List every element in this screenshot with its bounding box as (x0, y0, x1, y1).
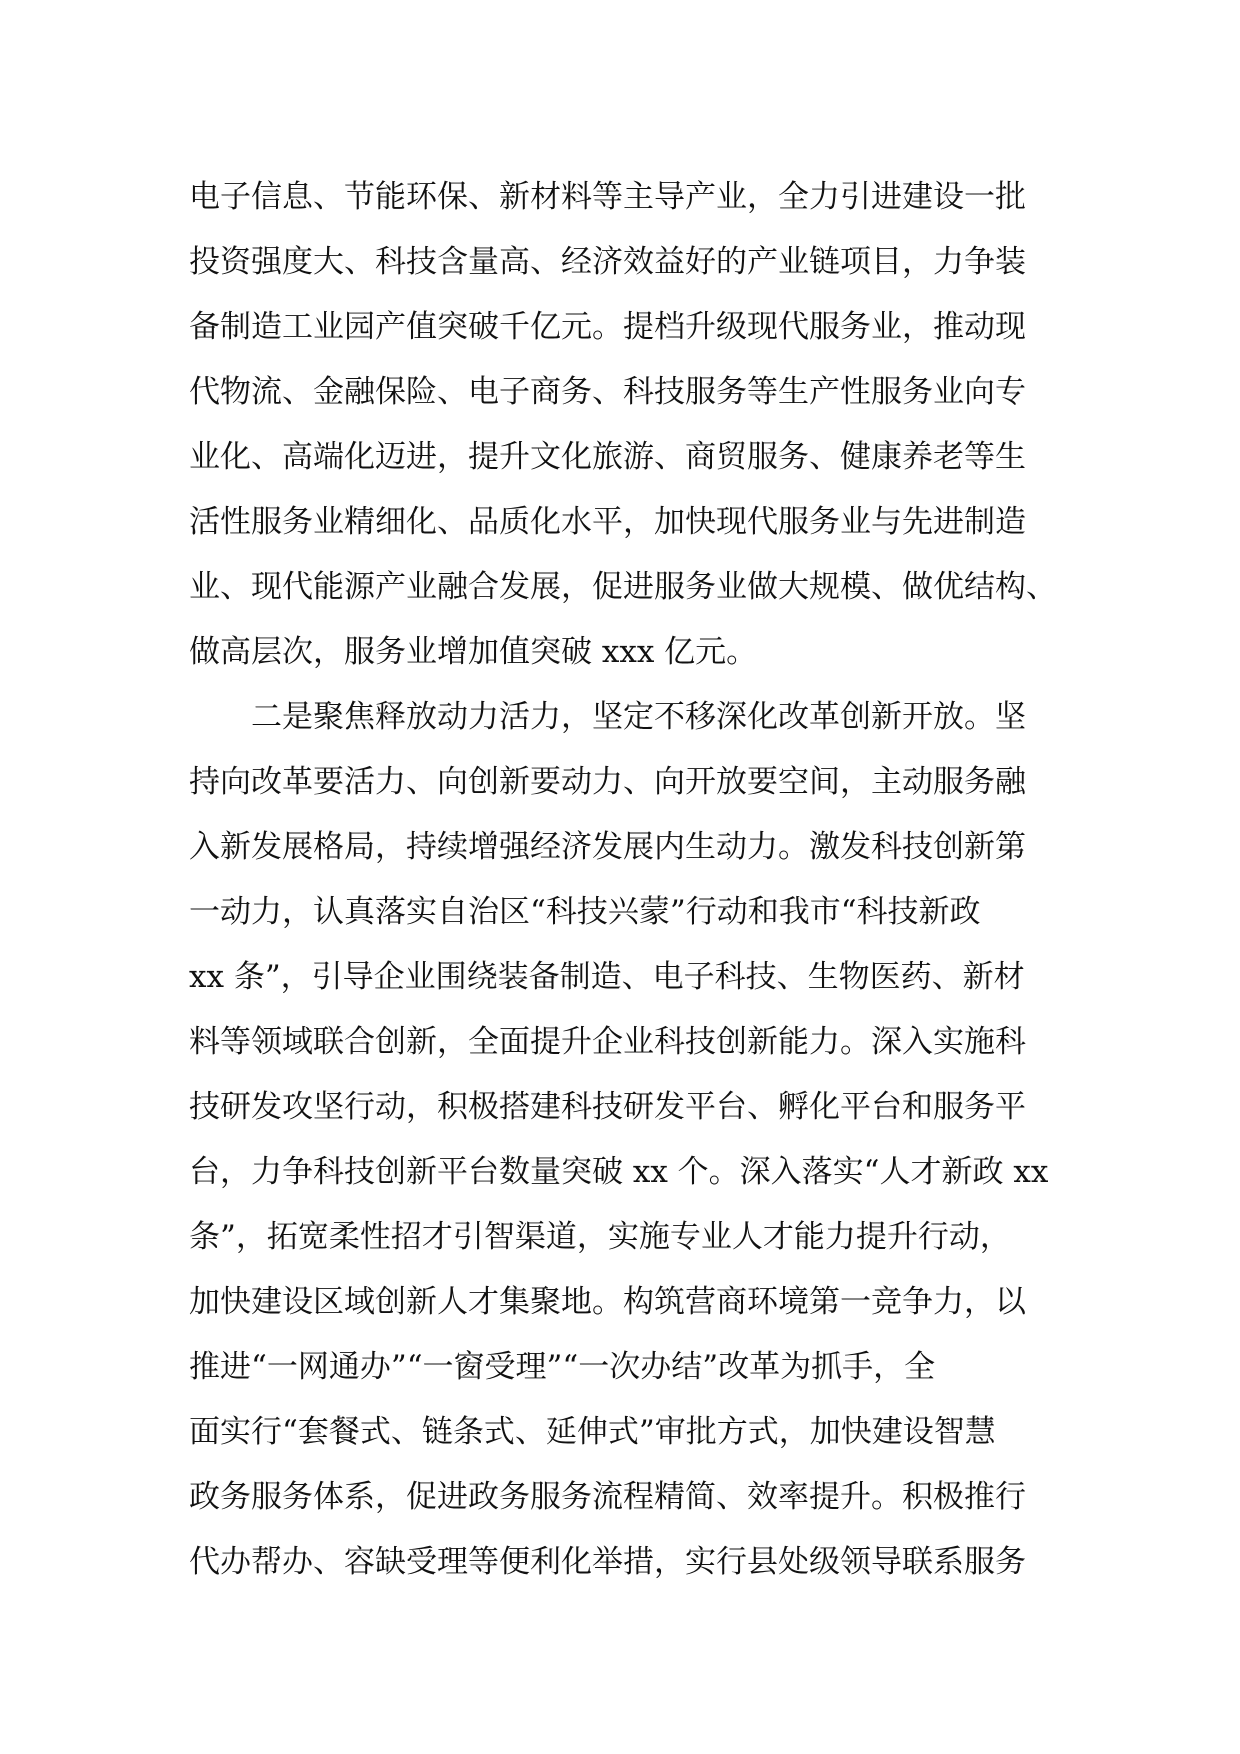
text-line: 活性服务业精细化、品质化水平，加快现代服务业与先进制造 (189, 504, 1026, 540)
paragraph-first-line: 二是聚焦释放动力活力，坚定不移深化改革创新开放。坚 (251, 699, 1026, 735)
text-line: 入新发展格局，持续增强经济发展内生动力。激发科技创新第 (189, 829, 1026, 865)
text-line: 台，力争科技创新平台数量突破 xx 个。深入落实“人才新政 xx (189, 1154, 1049, 1190)
text-line: 面实行“套餐式、链条式、延伸式”审批方式，加快建设智慧 (189, 1414, 996, 1450)
text-line: 业、现代能源产业融合发展，促进服务业做大规模、做优结构、 (189, 569, 1057, 605)
text-line: 推进“一网通办”“一窗受理”“一次办结”改革为抓手，全 (189, 1349, 936, 1385)
text-line: xx 条”，引导企业围绕装备制造、电子科技、生物医药、新材 (189, 959, 1025, 995)
body-text (189, 165, 1069, 1595)
text-line: 政务服务体系，促进政务服务流程精简、效率提升。积极推行 (189, 1479, 1026, 1515)
text-line: 加快建设区域创新人才集聚地。构筑营商环境第一竞争力，以 (189, 1284, 1026, 1320)
text-line: 技研发攻坚行动，积极搭建科技研发平台、孵化平台和服务平 (189, 1089, 1026, 1125)
text-line: 条”，拓宽柔性招才引智渠道，实施专业人才能力提升行动， (189, 1219, 1011, 1255)
text-line: 料等领域联合创新，全面提升企业科技创新能力。深入实施科 (189, 1024, 1026, 1060)
text-line: 持向改革要活力、向创新要动力、向开放要空间，主动服务融 (189, 764, 1026, 800)
text-line: 电子信息、节能环保、新材料等主导产业，全力引进建设一批 (189, 179, 1026, 215)
text-line: 投资强度大、科技含量高、经济效益好的产业链项目，力争装 (189, 244, 1026, 280)
text-line: 业化、高端化迈进，提升文化旅游、商贸服务、健康养老等生 (189, 439, 1026, 475)
text-line: 代办帮办、容缺受理等便利化举措，实行县处级领导联系服务 (189, 1544, 1026, 1580)
text-line: 代物流、金融保险、电子商务、科技服务等生产性服务业向专 (189, 374, 1026, 410)
text-line: 做高层次，服务业增加值突破 xxx 亿元。 (189, 634, 758, 670)
text-line: 备制造工业园产值突破千亿元。提档升级现代服务业，推动现 (189, 309, 1026, 345)
text-line: 一动力，认真落实自治区“科技兴蒙”行动和我市“科技新政 (189, 894, 981, 930)
